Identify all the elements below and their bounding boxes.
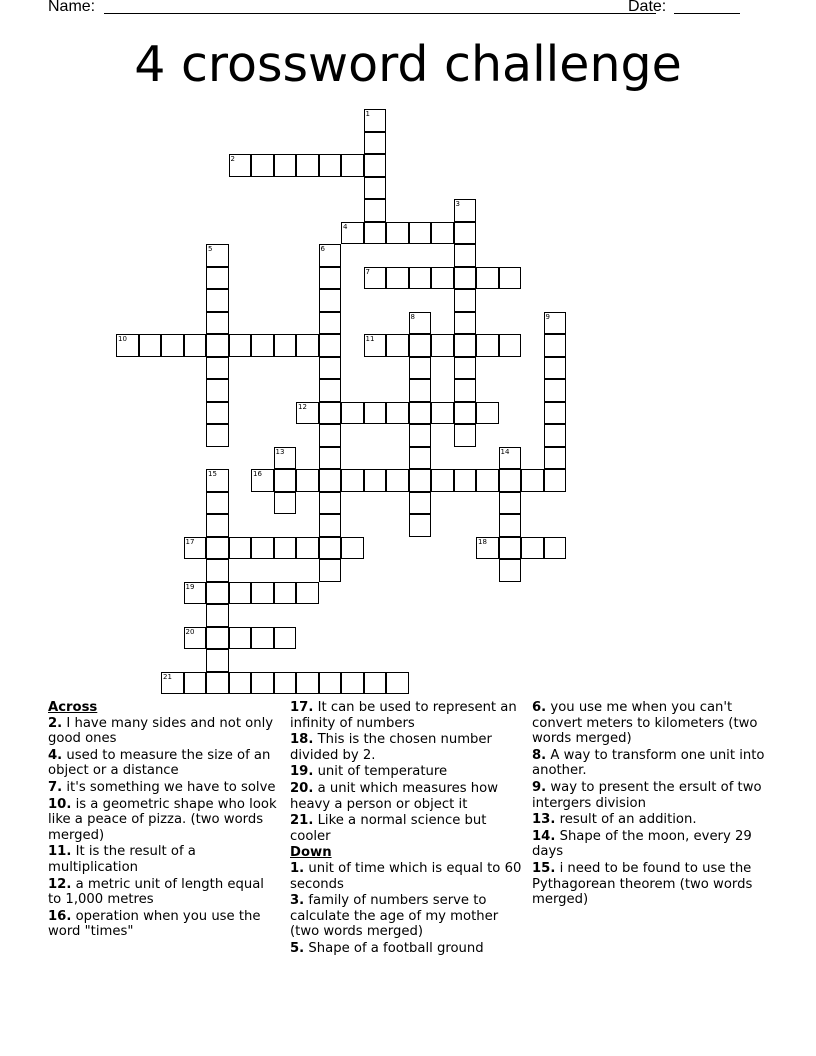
- grid-cell[interactable]: [454, 357, 477, 380]
- grid-cell[interactable]: [364, 109, 387, 132]
- grid-cell[interactable]: [319, 402, 342, 425]
- cell-number: 10: [118, 335, 127, 343]
- grid-cell[interactable]: [499, 267, 522, 290]
- clue-column-3: [532, 700, 772, 909]
- clue-down-1: 1. unit of time which is equal to 60 seconds: [290, 860, 522, 892]
- grid-cell[interactable]: [409, 267, 432, 290]
- grid-cell[interactable]: [454, 222, 477, 245]
- grid-cell[interactable]: [319, 514, 342, 537]
- grid-cell[interactable]: [364, 132, 387, 155]
- grid-cell[interactable]: [184, 537, 207, 560]
- clue-across-20: 20. a unit which measures how heavy a person or object it: [290, 780, 498, 812]
- name-line[interactable]: [104, 13, 656, 14]
- grid-cell[interactable]: [499, 334, 522, 357]
- grid-cell[interactable]: [251, 154, 274, 177]
- cell-number: 6: [320, 245, 325, 253]
- grid-cell[interactable]: [319, 492, 342, 515]
- clue-across-4: 4. used to measure the size of an object or a distance: [48, 747, 271, 779]
- grid-cell[interactable]: [184, 582, 207, 605]
- grid-cell[interactable]: [409, 447, 432, 470]
- grid-cell[interactable]: [251, 334, 274, 357]
- grid-cell[interactable]: [454, 334, 477, 357]
- grid-cell[interactable]: [476, 537, 499, 560]
- clue-across-19: 19. unit of temperature: [290, 764, 448, 780]
- grid-cell[interactable]: [206, 627, 229, 650]
- grid-cell[interactable]: [409, 312, 432, 335]
- grid-cell[interactable]: [364, 334, 387, 357]
- grid-cell[interactable]: [431, 334, 454, 357]
- grid-cell[interactable]: [274, 582, 297, 605]
- cell-number: 7: [365, 267, 370, 276]
- grid-cell[interactable]: [476, 267, 499, 290]
- grid-cell[interactable]: [409, 469, 432, 492]
- grid-cell[interactable]: [319, 537, 342, 560]
- grid-cell[interactable]: [206, 514, 229, 537]
- grid-cell[interactable]: [206, 604, 229, 627]
- grid-cell[interactable]: [206, 267, 229, 290]
- grid-cell[interactable]: [206, 289, 229, 312]
- grid-cell[interactable]: [499, 537, 522, 560]
- grid-cell[interactable]: [454, 402, 477, 425]
- grid-cell[interactable]: [544, 537, 567, 560]
- grid-cell[interactable]: [274, 154, 297, 177]
- grid-cell[interactable]: [319, 424, 342, 447]
- clue-down-8: 8. A way to transform one unit into another.: [532, 747, 765, 779]
- clue-down-6: 6. you use me when you can't convert meters to kilometers (two words merged): [532, 700, 758, 747]
- cell-number: 11: [365, 335, 375, 343]
- grid-cell[interactable]: [386, 267, 409, 290]
- grid-cell[interactable]: [364, 199, 387, 222]
- header-row: [48, 0, 748, 20]
- grid-cell[interactable]: [431, 267, 454, 290]
- grid-cell[interactable]: [206, 492, 229, 515]
- cell-number: 17: [185, 537, 195, 546]
- grid-cell[interactable]: [206, 357, 229, 380]
- grid-cell[interactable]: [409, 357, 432, 380]
- grid-cell[interactable]: [296, 582, 319, 605]
- date-label: Date:: [628, 0, 667, 15]
- grid-cell[interactable]: [544, 447, 567, 470]
- grid-cell[interactable]: [319, 154, 342, 177]
- grid-cell[interactable]: [206, 672, 229, 695]
- grid-cell[interactable]: [296, 469, 319, 492]
- grid-cell[interactable]: [454, 312, 477, 335]
- grid-cell[interactable]: [274, 334, 297, 357]
- grid-cell[interactable]: [319, 357, 342, 380]
- grid-cell[interactable]: [499, 469, 522, 492]
- grid-cell[interactable]: [476, 334, 499, 357]
- grid-cell[interactable]: [431, 222, 454, 245]
- grid-cell[interactable]: [319, 559, 342, 582]
- cell-number: 20: [185, 627, 195, 636]
- grid-cell[interactable]: [386, 402, 409, 425]
- grid-cell[interactable]: [206, 334, 229, 357]
- grid-cell[interactable]: [229, 334, 252, 357]
- clue-across-12: 12. a metric unit of length equal to 1,000 metres: [48, 876, 264, 908]
- grid-cell[interactable]: [409, 379, 432, 402]
- grid-cell[interactable]: [499, 447, 522, 470]
- grid-cell[interactable]: [229, 154, 252, 177]
- date-line[interactable]: [674, 13, 740, 14]
- grid-cell[interactable]: [296, 334, 319, 357]
- grid-cell[interactable]: [499, 559, 522, 582]
- clue-down-13: 13. result of an addition.: [532, 812, 697, 828]
- grid-cell[interactable]: [274, 492, 297, 515]
- grid-cell[interactable]: [251, 537, 274, 560]
- grid-cell[interactable]: [431, 402, 454, 425]
- clue-column-1: [48, 700, 280, 941]
- grid-cell[interactable]: [454, 267, 477, 290]
- grid-cell[interactable]: [409, 222, 432, 245]
- grid-cell[interactable]: [296, 537, 319, 560]
- grid-cell[interactable]: [544, 334, 567, 357]
- grid-cell[interactable]: [161, 672, 184, 695]
- grid-cell[interactable]: [544, 312, 567, 335]
- grid-cell[interactable]: [364, 469, 387, 492]
- grid-cell[interactable]: [386, 469, 409, 492]
- cell-number: 14: [500, 447, 510, 456]
- grid-cell[interactable]: [296, 402, 319, 425]
- grid-cell[interactable]: [364, 672, 387, 695]
- grid-cell[interactable]: [409, 514, 432, 537]
- clue-down-5: 5. Shape of a football ground: [290, 940, 484, 956]
- grid-cell[interactable]: [386, 672, 409, 695]
- grid-cell[interactable]: [431, 469, 454, 492]
- grid-cell[interactable]: [184, 334, 207, 357]
- grid-cell[interactable]: [364, 177, 387, 200]
- grid-cell[interactable]: [319, 244, 342, 267]
- grid-cell[interactable]: [184, 672, 207, 695]
- grid-cell[interactable]: [341, 537, 364, 560]
- grid-cell[interactable]: [206, 402, 229, 425]
- grid-cell[interactable]: [409, 424, 432, 447]
- cell-number: 16: [253, 470, 262, 478]
- clue-across-10: 10. is a geometric shape who look like a peace of pizza. (two words merged): [48, 796, 277, 843]
- grid-cell[interactable]: [454, 244, 477, 267]
- grid-cell[interactable]: [206, 379, 229, 402]
- cell-number: 15: [208, 470, 217, 478]
- grid-cell[interactable]: [229, 537, 252, 560]
- clue-across-17: 17. It can be used to represent an infinity of numbers: [290, 700, 517, 731]
- cell-number: 19: [185, 582, 195, 591]
- grid-cell[interactable]: [319, 267, 342, 290]
- cell-number: 5: [208, 245, 213, 253]
- clue-across-18: 18. This is the chosen number divided by 2.: [290, 732, 492, 763]
- cell-number: 9: [545, 312, 550, 321]
- grid-cell[interactable]: [319, 379, 342, 402]
- grid-cell[interactable]: [139, 334, 162, 357]
- grid-cell[interactable]: [409, 402, 432, 425]
- grid-cell[interactable]: [544, 357, 567, 380]
- grid-cell[interactable]: [454, 379, 477, 402]
- cell-number: 4: [343, 222, 348, 231]
- grid-cell[interactable]: [499, 514, 522, 537]
- grid-cell[interactable]: [184, 627, 207, 650]
- grid-cell[interactable]: [229, 672, 252, 695]
- grid-cell[interactable]: [319, 289, 342, 312]
- grid-cell[interactable]: [319, 334, 342, 357]
- grid-cell[interactable]: [544, 402, 567, 425]
- grid-cell[interactable]: [274, 537, 297, 560]
- grid-cell[interactable]: [296, 672, 319, 695]
- grid-cell[interactable]: [206, 312, 229, 335]
- grid-cell[interactable]: [116, 334, 139, 357]
- grid-cell[interactable]: [544, 424, 567, 447]
- clue-across-7: 7. it's something we have to solve: [48, 779, 276, 795]
- grid-cell[interactable]: [341, 222, 364, 245]
- clue-across-11: 11. It is the result of a multiplication: [48, 844, 196, 875]
- cell-number: 12: [298, 402, 307, 411]
- grid-cell[interactable]: [229, 582, 252, 605]
- grid-cell[interactable]: [386, 222, 409, 245]
- grid-cell[interactable]: [251, 672, 274, 695]
- grid-cell[interactable]: [319, 672, 342, 695]
- grid-cell[interactable]: [386, 334, 409, 357]
- grid-cell[interactable]: [521, 537, 544, 560]
- grid-cell[interactable]: [161, 334, 184, 357]
- grid-cell[interactable]: [364, 402, 387, 425]
- grid-cell[interactable]: [364, 222, 387, 245]
- grid-cell[interactable]: [341, 154, 364, 177]
- clue-across-2: 2. I have many sides and not only good ones: [48, 715, 274, 747]
- grid-cell[interactable]: [544, 379, 567, 402]
- grid-cell[interactable]: [296, 154, 319, 177]
- grid-cell[interactable]: [206, 537, 229, 560]
- grid-cell[interactable]: [341, 672, 364, 695]
- cell-number: 21: [163, 672, 172, 681]
- grid-cell[interactable]: [274, 627, 297, 650]
- grid-cell[interactable]: [499, 492, 522, 515]
- cell-number: 1: [365, 110, 370, 118]
- name-label: Name:: [48, 0, 96, 15]
- grid-cell[interactable]: [409, 334, 432, 357]
- grid-cell[interactable]: [521, 469, 544, 492]
- grid-cell[interactable]: [206, 559, 229, 582]
- grid-cell[interactable]: [319, 447, 342, 470]
- grid-cell[interactable]: [341, 469, 364, 492]
- grid-cell[interactable]: [206, 424, 229, 447]
- grid-cell[interactable]: [319, 312, 342, 335]
- cell-number: 3: [455, 200, 460, 208]
- grid-cell[interactable]: [206, 649, 229, 672]
- grid-cell[interactable]: [274, 469, 297, 492]
- grid-cell[interactable]: [274, 447, 297, 470]
- clue-across-16: 16. operation when you use the word "times": [48, 908, 261, 940]
- grid-cell[interactable]: [251, 627, 274, 650]
- clue-down-14: 14. Shape of the moon, every 29 days: [532, 828, 752, 860]
- cell-number: 8: [410, 312, 415, 321]
- grid-cell[interactable]: [229, 627, 252, 650]
- clue-down-9: 9. way to present the ersult of two intergers division: [532, 779, 762, 811]
- grid-cell[interactable]: [251, 469, 274, 492]
- down-heading: Down: [290, 845, 332, 861]
- cell-number: 18: [478, 537, 487, 546]
- grid-cell[interactable]: [454, 424, 477, 447]
- grid-cell[interactable]: [364, 154, 387, 177]
- grid-cell[interactable]: [476, 402, 499, 425]
- clue-down-3: 3. family of numbers serve to calculate the age of my mother (two words merged): [290, 893, 499, 940]
- page-title: 4 crossword challenge: [134, 36, 682, 93]
- grid-cell[interactable]: [454, 199, 477, 222]
- grid-cell[interactable]: [454, 289, 477, 312]
- cell-number: 2: [230, 155, 235, 163]
- grid-cell[interactable]: [476, 469, 499, 492]
- grid-cell[interactable]: [206, 244, 229, 267]
- grid-cell[interactable]: [206, 469, 229, 492]
- grid-cell[interactable]: [454, 469, 477, 492]
- clue-column-2: [290, 700, 522, 958]
- grid-cell[interactable]: [251, 582, 274, 605]
- grid-cell[interactable]: [274, 672, 297, 695]
- grid-cell[interactable]: [409, 492, 432, 515]
- grid-cell[interactable]: [544, 469, 567, 492]
- clue-down-15: 15. i need to be found to use the Pythagorean theorem (two words merged): [532, 860, 753, 908]
- grid-cell[interactable]: [319, 469, 342, 492]
- grid-cell[interactable]: [364, 267, 387, 290]
- across-heading: Across: [48, 700, 98, 715]
- cell-number: 13: [275, 447, 285, 456]
- grid-cell[interactable]: [341, 402, 364, 425]
- grid-cell[interactable]: [206, 582, 229, 605]
- clue-across-21: 21. Like a normal science but cooler: [290, 813, 487, 844]
